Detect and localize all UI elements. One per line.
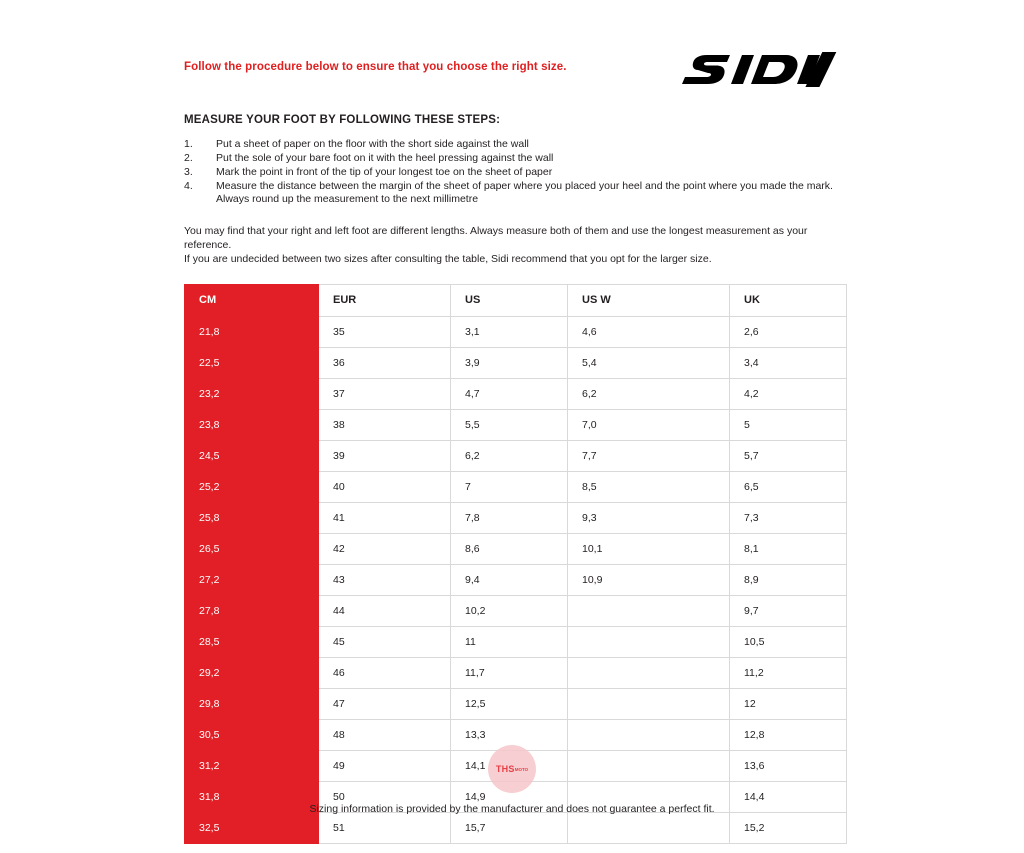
cell-eur: 42	[319, 533, 451, 564]
cell-eur: 50	[319, 781, 451, 812]
table-row	[185, 812, 847, 843]
cell-uk: 5	[730, 409, 847, 440]
cell-usw: 8,5	[568, 471, 730, 502]
cell-eur: 44	[319, 595, 451, 626]
list-item	[184, 152, 846, 165]
cell-us: 15,7	[451, 812, 568, 843]
cell-uk: 15,2	[730, 812, 847, 843]
table-row	[185, 347, 847, 378]
cell-cm: 23,8	[185, 409, 319, 440]
cell-eur: 39	[319, 440, 451, 471]
cell-us: 6,2	[451, 440, 568, 471]
cell-uk: 10,5	[730, 626, 847, 657]
watermark-text: THS	[495, 764, 515, 774]
table-row	[185, 564, 847, 595]
table-row	[185, 440, 847, 471]
table-header-row	[185, 284, 847, 316]
cell-eur: 40	[319, 471, 451, 502]
cell-eur: 37	[319, 378, 451, 409]
cell-us: 13,3	[451, 719, 568, 750]
cell-cm: 31,2	[185, 750, 319, 781]
cell-cm: 22,5	[185, 347, 319, 378]
steps-list	[184, 138, 846, 207]
column-header-usw: US W	[568, 284, 730, 316]
table-row	[185, 533, 847, 564]
table-row	[185, 688, 847, 719]
cell-usw: 4,6	[568, 316, 730, 347]
cell-uk: 14,4	[730, 781, 847, 812]
sidi-logo-icon	[676, 48, 846, 94]
step-text: Put a sheet of paper on the floor with the short side against the wall	[216, 138, 529, 150]
cell-us: 7,8	[451, 502, 568, 533]
cell-us: 14,9	[451, 781, 568, 812]
document-content	[184, 48, 846, 844]
table-row	[185, 471, 847, 502]
cell-eur: 43	[319, 564, 451, 595]
column-header-cm: CM	[185, 284, 319, 316]
column-header-eur: EUR	[319, 284, 451, 316]
cell-uk: 8,9	[730, 564, 847, 595]
step-text: Mark the point in front of the tip of your longest toe on the sheet of paper	[216, 165, 553, 178]
cell-uk: 7,3	[730, 502, 847, 533]
cell-usw	[568, 750, 730, 781]
section-title: MEASURE YOUR FOOT BY FOLLOWING THESE STEPS:	[184, 114, 501, 126]
size-conversion-table	[184, 284, 847, 844]
cell-eur: 46	[319, 657, 451, 688]
cell-us: 11,7	[451, 657, 568, 688]
cell-uk: 6,5	[730, 471, 847, 502]
column-header-us: US	[451, 284, 568, 316]
cell-uk: 4,2	[730, 378, 847, 409]
cell-cm: 25,8	[185, 502, 319, 533]
cell-us: 7	[451, 471, 568, 502]
cell-eur: 48	[319, 719, 451, 750]
cell-usw: 6,2	[568, 378, 730, 409]
table-row	[185, 409, 847, 440]
cell-eur: 36	[319, 347, 451, 378]
document-header	[184, 48, 846, 94]
cell-uk: 9,7	[730, 595, 847, 626]
cell-us: 10,2	[451, 595, 568, 626]
list-item	[184, 166, 846, 179]
cell-uk: 5,7	[730, 440, 847, 471]
cell-cm: 26,5	[185, 533, 319, 564]
cell-eur: 49	[319, 750, 451, 781]
cell-uk: 3,4	[730, 347, 847, 378]
cell-usw	[568, 719, 730, 750]
step-text: Put the sole of your bare foot on it with the heel pressing against the wall	[216, 151, 554, 164]
cell-us: 8,6	[451, 533, 568, 564]
cell-usw: 10,9	[568, 564, 730, 595]
table-row	[185, 657, 847, 688]
cell-cm: 27,8	[185, 595, 319, 626]
note-line-1: You may find that your right and left foot are different lengths. Always measure both of them and use the longest measurement as your reference.	[184, 224, 808, 251]
footer-disclaimer: Sizing information is provided by the manufacturer and does not guarantee a perfect fit.	[309, 803, 715, 815]
cell-us: 12,5	[451, 688, 568, 719]
intro-line: Follow the procedure below to ensure that you choose the right size.	[184, 61, 567, 73]
watermark-subtext: MOTO	[514, 766, 529, 772]
cell-eur: 47	[319, 688, 451, 719]
cell-eur: 45	[319, 626, 451, 657]
cell-us: 5,5	[451, 409, 568, 440]
step-text: Measure the distance between the margin of the sheet of paper where you placed your heel and the point where you made the mark. Always round up the measurement to the next millimetre	[216, 179, 833, 206]
cell-cm: 29,8	[185, 688, 319, 719]
cell-cm: 23,2	[185, 378, 319, 409]
table-row	[185, 502, 847, 533]
cell-usw: 7,0	[568, 409, 730, 440]
table-row	[185, 316, 847, 347]
column-header-uk: UK	[730, 284, 847, 316]
list-item	[184, 138, 846, 151]
cell-uk: 12	[730, 688, 847, 719]
cell-usw	[568, 657, 730, 688]
cell-cm: 32,5	[185, 812, 319, 843]
cell-usw	[568, 688, 730, 719]
cell-eur: 35	[319, 316, 451, 347]
cell-us: 9,4	[451, 564, 568, 595]
cell-uk: 12,8	[730, 719, 847, 750]
table-row	[185, 378, 847, 409]
cell-cm: 30,5	[185, 719, 319, 750]
cell-usw: 10,1	[568, 533, 730, 564]
step-number: 3.	[184, 165, 193, 178]
step-number: 1.	[184, 138, 193, 150]
table-body	[185, 316, 847, 843]
cell-cm: 28,5	[185, 626, 319, 657]
cell-uk: 11,2	[730, 657, 847, 688]
cell-cm: 31,8	[185, 781, 319, 812]
cell-usw: 9,3	[568, 502, 730, 533]
step-number: 2.	[184, 151, 193, 164]
table-row	[185, 595, 847, 626]
cell-usw: 5,4	[568, 347, 730, 378]
cell-us: 4,7	[451, 378, 568, 409]
cell-cm: 21,8	[185, 316, 319, 347]
cell-us: 3,1	[451, 316, 568, 347]
cell-eur: 41	[319, 502, 451, 533]
cell-usw	[568, 595, 730, 626]
cell-uk: 13,6	[730, 750, 847, 781]
list-item	[184, 180, 846, 207]
table-row	[185, 719, 847, 750]
cell-cm: 29,2	[185, 657, 319, 688]
cell-cm: 27,2	[185, 564, 319, 595]
cell-eur: 51	[319, 812, 451, 843]
cell-uk: 8,1	[730, 533, 847, 564]
cell-us: 14,1	[451, 750, 568, 781]
cell-us: 11	[451, 626, 568, 657]
cell-uk: 2,6	[730, 316, 847, 347]
table-row	[185, 750, 847, 781]
cell-cm: 24,5	[185, 440, 319, 471]
cell-us: 3,9	[451, 347, 568, 378]
table-row	[185, 626, 847, 657]
cell-cm: 25,2	[185, 471, 319, 502]
cell-usw	[568, 626, 730, 657]
cell-eur: 38	[319, 409, 451, 440]
measurement-notes	[184, 224, 846, 266]
note-line-2: If you are undecided between two sizes after consulting the table, Sidi recommend that you opt for the larger size.	[184, 252, 712, 265]
cell-usw	[568, 812, 730, 843]
step-number: 4.	[184, 179, 193, 192]
cell-usw: 7,7	[568, 440, 730, 471]
